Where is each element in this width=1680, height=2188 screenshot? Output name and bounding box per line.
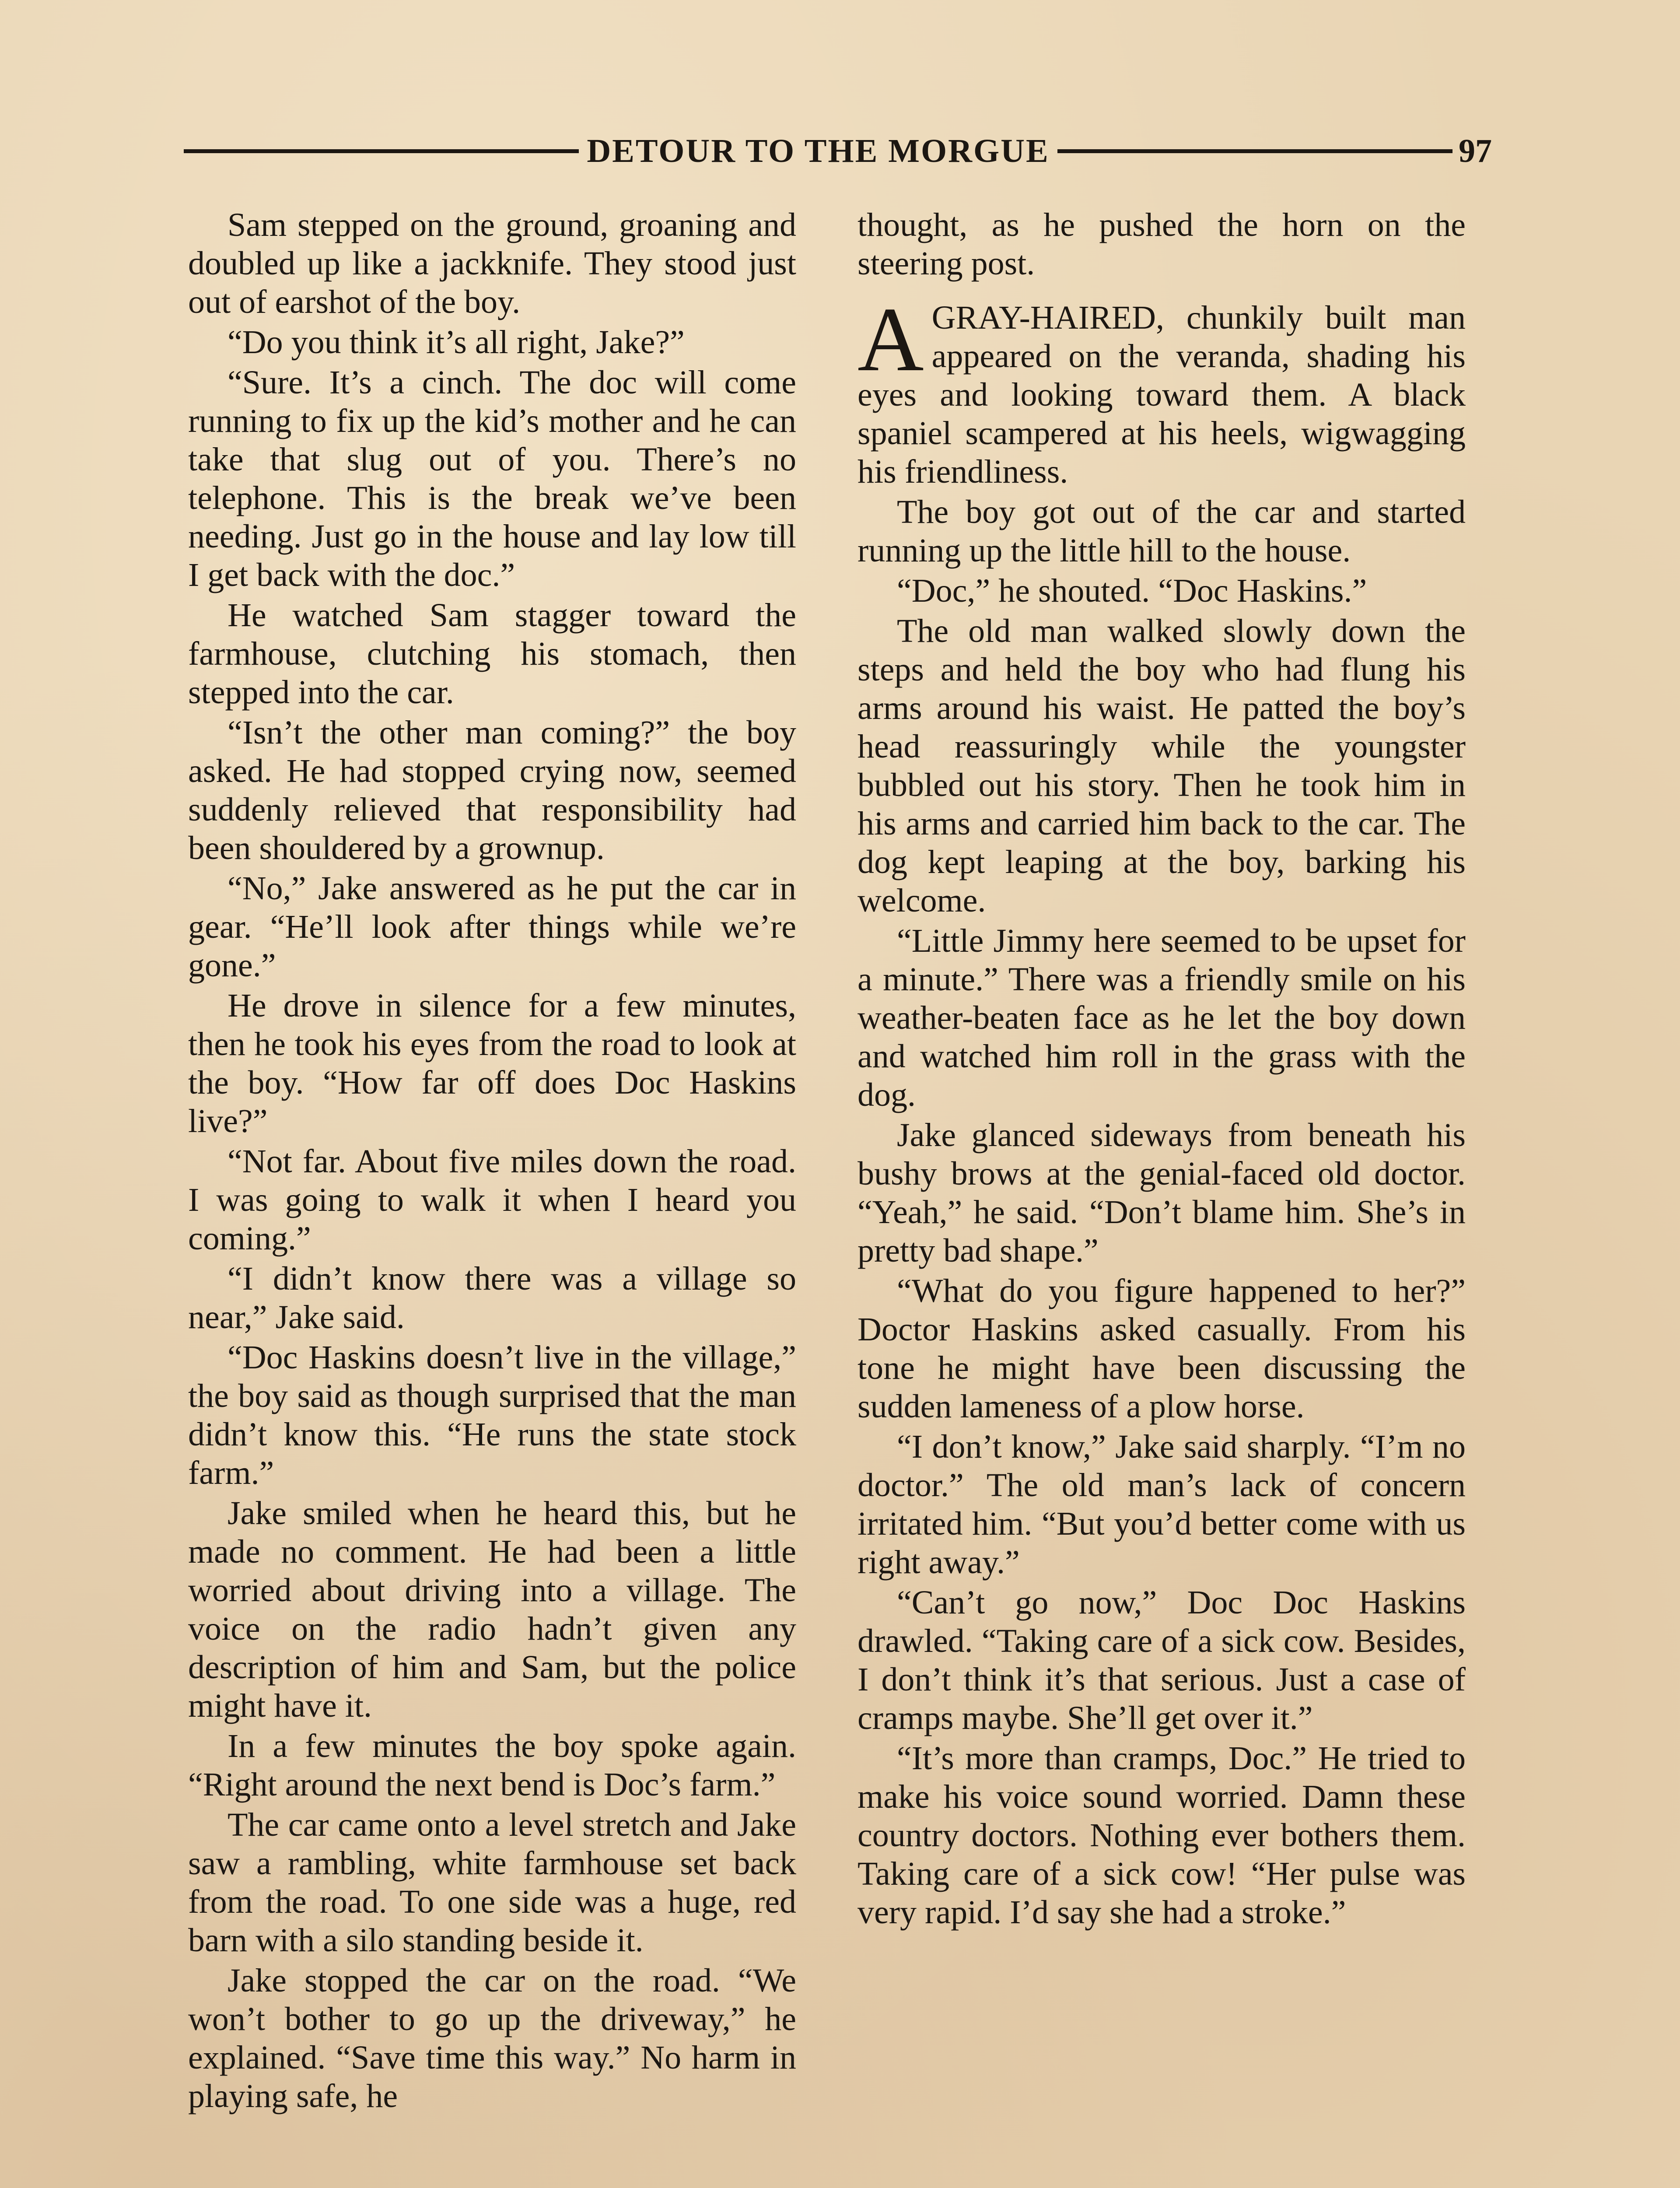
paragraph-continuation: thought, as he pushed the horn on the steering post.: [858, 207, 1466, 282]
running-header: [184, 125, 1492, 177]
header-rule-left: [184, 149, 579, 153]
paragraph: “I don’t know,” Jake said sharply. “I’m no doctor.” The old man’s lack of concern irritated him. “But you’d better come with us right away.”: [858, 1428, 1466, 1581]
page-number: 97: [1459, 132, 1492, 169]
paragraph: “No,” Jake answered as he put the car in gear. “He’ll look after things while we’re gone.”: [188, 870, 796, 984]
section-opening-paragraph: [858, 289, 1466, 491]
paragraph: “Sure. It’s a cinch. The doc will come running to fix up the kid’s mother and he can take that slug out of you. There’s no telephone. This is the break we’ve been needing. Just go in the house and lay low till I get back with the doc.”: [188, 364, 796, 593]
paragraph: The old man walked slowly down the steps and held the boy who had flung his arms around his waist. He patted the boy’s head reassuringly while the youngster bubbled out his story. Then he took him in his arms and carried him back to the car. The dog kept leaping at the boy, barking his welcome.: [858, 613, 1466, 919]
paragraph: “What do you figure happened to her?” Doctor Haskins asked casually. From his tone he might have been discussing the sudden lameness of a plow horse.: [858, 1273, 1466, 1425]
paragraph: Sam stepped on the ground, groaning and doubled up like a jackknife. They stood just out of earshot of the boy.: [188, 207, 796, 320]
paragraph: “Doc Haskins doesn’t live in the village,” the boy said as though surprised that the man didn’t know this. “He runs the state stock farm.”: [188, 1339, 796, 1491]
paragraph: Jake smiled when he heard this, but he made no comment. He had been a little worried about driving into a village. The voice on the radio hadn’t given any description of him and Sam, but the police might have it.: [188, 1495, 796, 1724]
paragraph: The car came onto a level stretch and Jake saw a rambling, white farmhouse set back from the road. To one side was a huge, red barn with a silo standing beside it.: [188, 1806, 796, 1959]
paragraph: The boy got out of the car and started running up the little hill to the house.: [858, 494, 1466, 569]
right-column: [858, 206, 1466, 2188]
drop-cap-text: GRAY-HAIRED, chunkily built man appeared on the veranda, shading his eyes and looking toward them. A black spaniel scampered at his heels, wigwagging his friendliness.: [858, 299, 1466, 490]
header-rule-right: [1057, 149, 1452, 153]
paragraph: In a few minutes the boy spoke again. “Right around the next bend is Doc’s farm.”: [188, 1728, 796, 1803]
paragraph: Jake glanced sideways from beneath his bushy brows at the genial-faced old doctor. “Yeah,” he said. “Don’t blame him. She’s in pretty bad shape.”: [858, 1117, 1466, 1269]
paragraph: He drove in silence for a few minutes, then he took his eyes from the road to look at the boy. “How far off does Doc Haskins live?”: [188, 987, 796, 1140]
paragraph: “Little Jimmy here seemed to be upset for a minute.” There was a friendly smile on his weather-beaten face as he let the boy down and watched him roll in the grass with the dog.: [858, 922, 1466, 1113]
paragraph: “Can’t go now,” Doc Doc Haskins drawled. “Taking care of a sick cow. Besides, I don’t think it’s that serious. Just a case of cramps maybe. She’ll get over it.”: [858, 1584, 1466, 1736]
paragraph: “It’s more than cramps, Doc.” He tried to make his voice sound worried. Damn these country doctors. Nothing ever bothers them. Taking care of a sick cow! “Her pulse was very rapid. I’d say she had a stroke.”: [858, 1740, 1466, 1931]
paragraph: “I didn’t know there was a village so near,” Jake said.: [188, 1260, 796, 1336]
story-title: DETOUR TO THE MORGUE: [587, 132, 1050, 169]
paragraph: “Not far. About five miles down the road. I was going to walk it when I heard you coming.”: [188, 1143, 796, 1257]
paragraph: “Do you think it’s all right, Jake?”: [228, 324, 685, 361]
left-column: [188, 206, 796, 2188]
paragraph: “Doc,” he shouted. “Doc Haskins.”: [897, 572, 1367, 609]
paragraph: “Isn’t the other man coming?” the boy asked. He had stopped crying now, seemed suddenly relieved that responsibility had been shouldered by a grownup.: [188, 714, 796, 866]
paragraph: Jake stopped the car on the road. “We won’t bother to go up the driveway,” he explained. “Save time this way.” No harm in playing safe, he: [188, 1962, 796, 2114]
drop-cap: A: [858, 289, 924, 390]
paragraph: He watched Sam stagger toward the farmhouse, clutching his stomach, then stepped into the car.: [188, 597, 796, 711]
